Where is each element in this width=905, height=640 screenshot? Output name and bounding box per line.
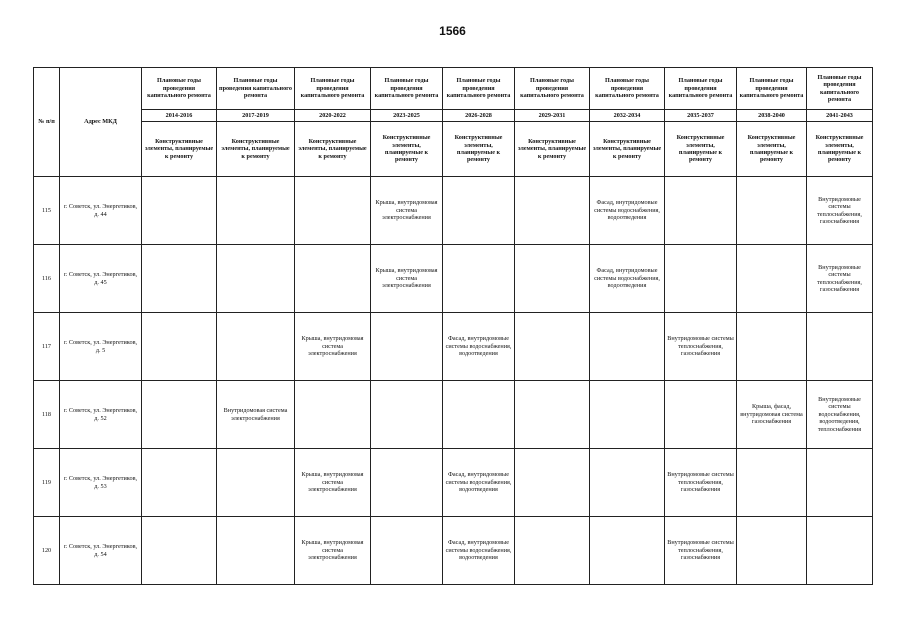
row-address: г. Советск, ул. Энергетиков, д. 5 xyxy=(60,313,142,381)
repair-cell xyxy=(443,245,515,313)
repair-cell xyxy=(737,517,807,585)
table-row xyxy=(34,245,873,313)
repair-cell xyxy=(515,381,590,449)
table-row xyxy=(34,313,873,381)
period-header: 2029-2031 xyxy=(515,110,590,122)
planned-years-header: Плановые годы проведения капитального ремонта xyxy=(665,68,737,110)
page-number: 1566 xyxy=(439,24,466,38)
planned-years-header: Плановые годы проведения капитального ремонта xyxy=(142,68,217,110)
repair-cell xyxy=(142,313,217,381)
elements-header: Конструктивные элементы, планируемые к ремонту xyxy=(665,122,737,177)
row-number: 116 xyxy=(34,245,60,313)
repair-cell xyxy=(295,381,371,449)
repair-cell: Крыша, внутридомовая система электроснабжения xyxy=(295,313,371,381)
repair-cell xyxy=(665,381,737,449)
repair-cell xyxy=(590,313,665,381)
elements-header: Конструктивные элементы, планируемые к ремонту xyxy=(807,122,873,177)
repair-cell xyxy=(737,177,807,245)
repair-cell xyxy=(515,517,590,585)
table-row xyxy=(34,449,873,517)
repair-cell: Фасад, внутридомовые системы водоснабжения, водоотведения xyxy=(590,177,665,245)
elements-header: Конструктивные элементы, планируемые к ремонту xyxy=(737,122,807,177)
repair-cell xyxy=(665,245,737,313)
repair-cell: Фасад, внутридомовые системы водоснабжения, водоотведения xyxy=(590,245,665,313)
repair-cell: Внутридомовая система электроснабжения xyxy=(217,381,295,449)
planned-years-header: Плановые годы проведения капитального ремонта xyxy=(443,68,515,110)
repair-cell: Фасад, внутридомовые системы водоснабжения, водоотведения xyxy=(443,313,515,381)
repair-cell: Крыша, внутридомовая система электроснабжения xyxy=(295,517,371,585)
repair-cell xyxy=(515,449,590,517)
planned-years-header: Плановые годы проведения капитального ремонта xyxy=(217,68,295,110)
elements-header: Конструктивные элементы, планируемые к ремонту xyxy=(142,122,217,177)
repair-cell xyxy=(217,449,295,517)
repair-cell xyxy=(590,517,665,585)
period-header: 2032-2034 xyxy=(590,110,665,122)
repair-cell xyxy=(665,177,737,245)
repair-cell: Фасад, внутридомовые системы водоснабжения, водоотведения xyxy=(443,517,515,585)
repair-cell xyxy=(443,381,515,449)
repair-cell: Внутридомовые системы теплоснабжения, газоснабжения xyxy=(665,449,737,517)
planned-years-header: Плановые годы проведения капитального ремонта xyxy=(807,68,873,110)
row-address: г. Советск, ул. Энергетиков, д. 54 xyxy=(60,517,142,585)
repair-cell xyxy=(807,313,873,381)
repair-cell xyxy=(590,449,665,517)
repair-cell xyxy=(142,381,217,449)
repair-cell: Крыша, внутридомовая система электроснабжения xyxy=(371,245,443,313)
repair-cell xyxy=(371,449,443,517)
repair-cell: Крыша, внутридомовая система электроснабжения xyxy=(371,177,443,245)
row-number: 118 xyxy=(34,381,60,449)
repair-cell: Внутридомовые системы теплоснабжения, газоснабжения xyxy=(807,245,873,313)
repair-cell xyxy=(590,381,665,449)
table-row xyxy=(34,381,873,449)
repair-cell xyxy=(807,449,873,517)
period-header: 2041-2043 xyxy=(807,110,873,122)
repair-cell: Внутридомовые системы теплоснабжения, газоснабжения xyxy=(665,517,737,585)
period-header: 2038-2040 xyxy=(737,110,807,122)
row-number: 117 xyxy=(34,313,60,381)
address-header: Адрес МКД xyxy=(60,68,142,177)
planned-years-header: Плановые годы проведения капитального ремонта xyxy=(371,68,443,110)
table-row xyxy=(34,517,873,585)
repair-cell xyxy=(443,177,515,245)
repair-cell xyxy=(515,245,590,313)
repair-cell xyxy=(142,245,217,313)
row-address: г. Советск, ул. Энергетиков, д. 53 xyxy=(60,449,142,517)
period-header: 2017-2019 xyxy=(217,110,295,122)
repair-cell: Фасад, внутридомовые системы водоснабжения, водоотведения xyxy=(443,449,515,517)
repair-cell xyxy=(807,517,873,585)
repair-cell xyxy=(515,177,590,245)
period-header: 2026-2028 xyxy=(443,110,515,122)
repair-cell xyxy=(295,245,371,313)
repair-cell: Крыша, внутридомовая система электроснабжения xyxy=(295,449,371,517)
repair-cell xyxy=(217,245,295,313)
capital-repair-table xyxy=(33,67,873,585)
elements-header: Конструктивные элементы, планируемые к ремонту xyxy=(443,122,515,177)
repair-cell xyxy=(515,313,590,381)
planned-years-header: Плановые годы проведения капитального ремонта xyxy=(515,68,590,110)
repair-cell xyxy=(142,177,217,245)
elements-header: Конструктивные элементы, планируемые к ремонту xyxy=(295,122,371,177)
repair-cell xyxy=(737,449,807,517)
table-row xyxy=(34,177,873,245)
num-header: № п/п xyxy=(34,68,60,177)
planned-years-header: Плановые годы проведения капитального ремонта xyxy=(737,68,807,110)
repair-cell: Крыша, фасад, внутридомовая система газоснабжения xyxy=(737,381,807,449)
repair-cell xyxy=(737,245,807,313)
repair-cell xyxy=(737,313,807,381)
elements-header: Конструктивные элементы, планируемые к ремонту xyxy=(371,122,443,177)
repair-cell: Внутридомовые системы теплоснабжения, газоснабжения xyxy=(807,177,873,245)
row-number: 115 xyxy=(34,177,60,245)
period-header: 2023-2025 xyxy=(371,110,443,122)
repair-cell: Внутридомовые системы водоснабжения, водоотведения, теплоснабжения xyxy=(807,381,873,449)
elements-header: Конструктивные элементы, планируемые к ремонту xyxy=(217,122,295,177)
row-address: г. Советск, ул. Энергетиков, д. 52 xyxy=(60,381,142,449)
row-number: 119 xyxy=(34,449,60,517)
row-address: г. Советск, ул. Энергетиков, д. 45 xyxy=(60,245,142,313)
repair-cell xyxy=(217,313,295,381)
repair-cell: Внутридомовые системы теплоснабжения, газоснабжения xyxy=(665,313,737,381)
repair-cell xyxy=(295,177,371,245)
elements-header: Конструктивные элементы, планируемые к ремонту xyxy=(515,122,590,177)
repair-cell xyxy=(217,177,295,245)
elements-header: Конструктивные элементы, планируемые к ремонту xyxy=(590,122,665,177)
row-number: 120 xyxy=(34,517,60,585)
repair-cell xyxy=(371,517,443,585)
period-header: 2035-2037 xyxy=(665,110,737,122)
repair-cell xyxy=(142,449,217,517)
row-address: г. Советск, ул. Энергетиков, д. 44 xyxy=(60,177,142,245)
repair-cell xyxy=(371,381,443,449)
repair-cell xyxy=(142,517,217,585)
period-header: 2020-2022 xyxy=(295,110,371,122)
planned-years-header: Плановые годы проведения капитального ремонта xyxy=(295,68,371,110)
period-header: 2014-2016 xyxy=(142,110,217,122)
repair-cell xyxy=(217,517,295,585)
planned-years-header: Плановые годы проведения капитального ремонта xyxy=(590,68,665,110)
repair-cell xyxy=(371,313,443,381)
